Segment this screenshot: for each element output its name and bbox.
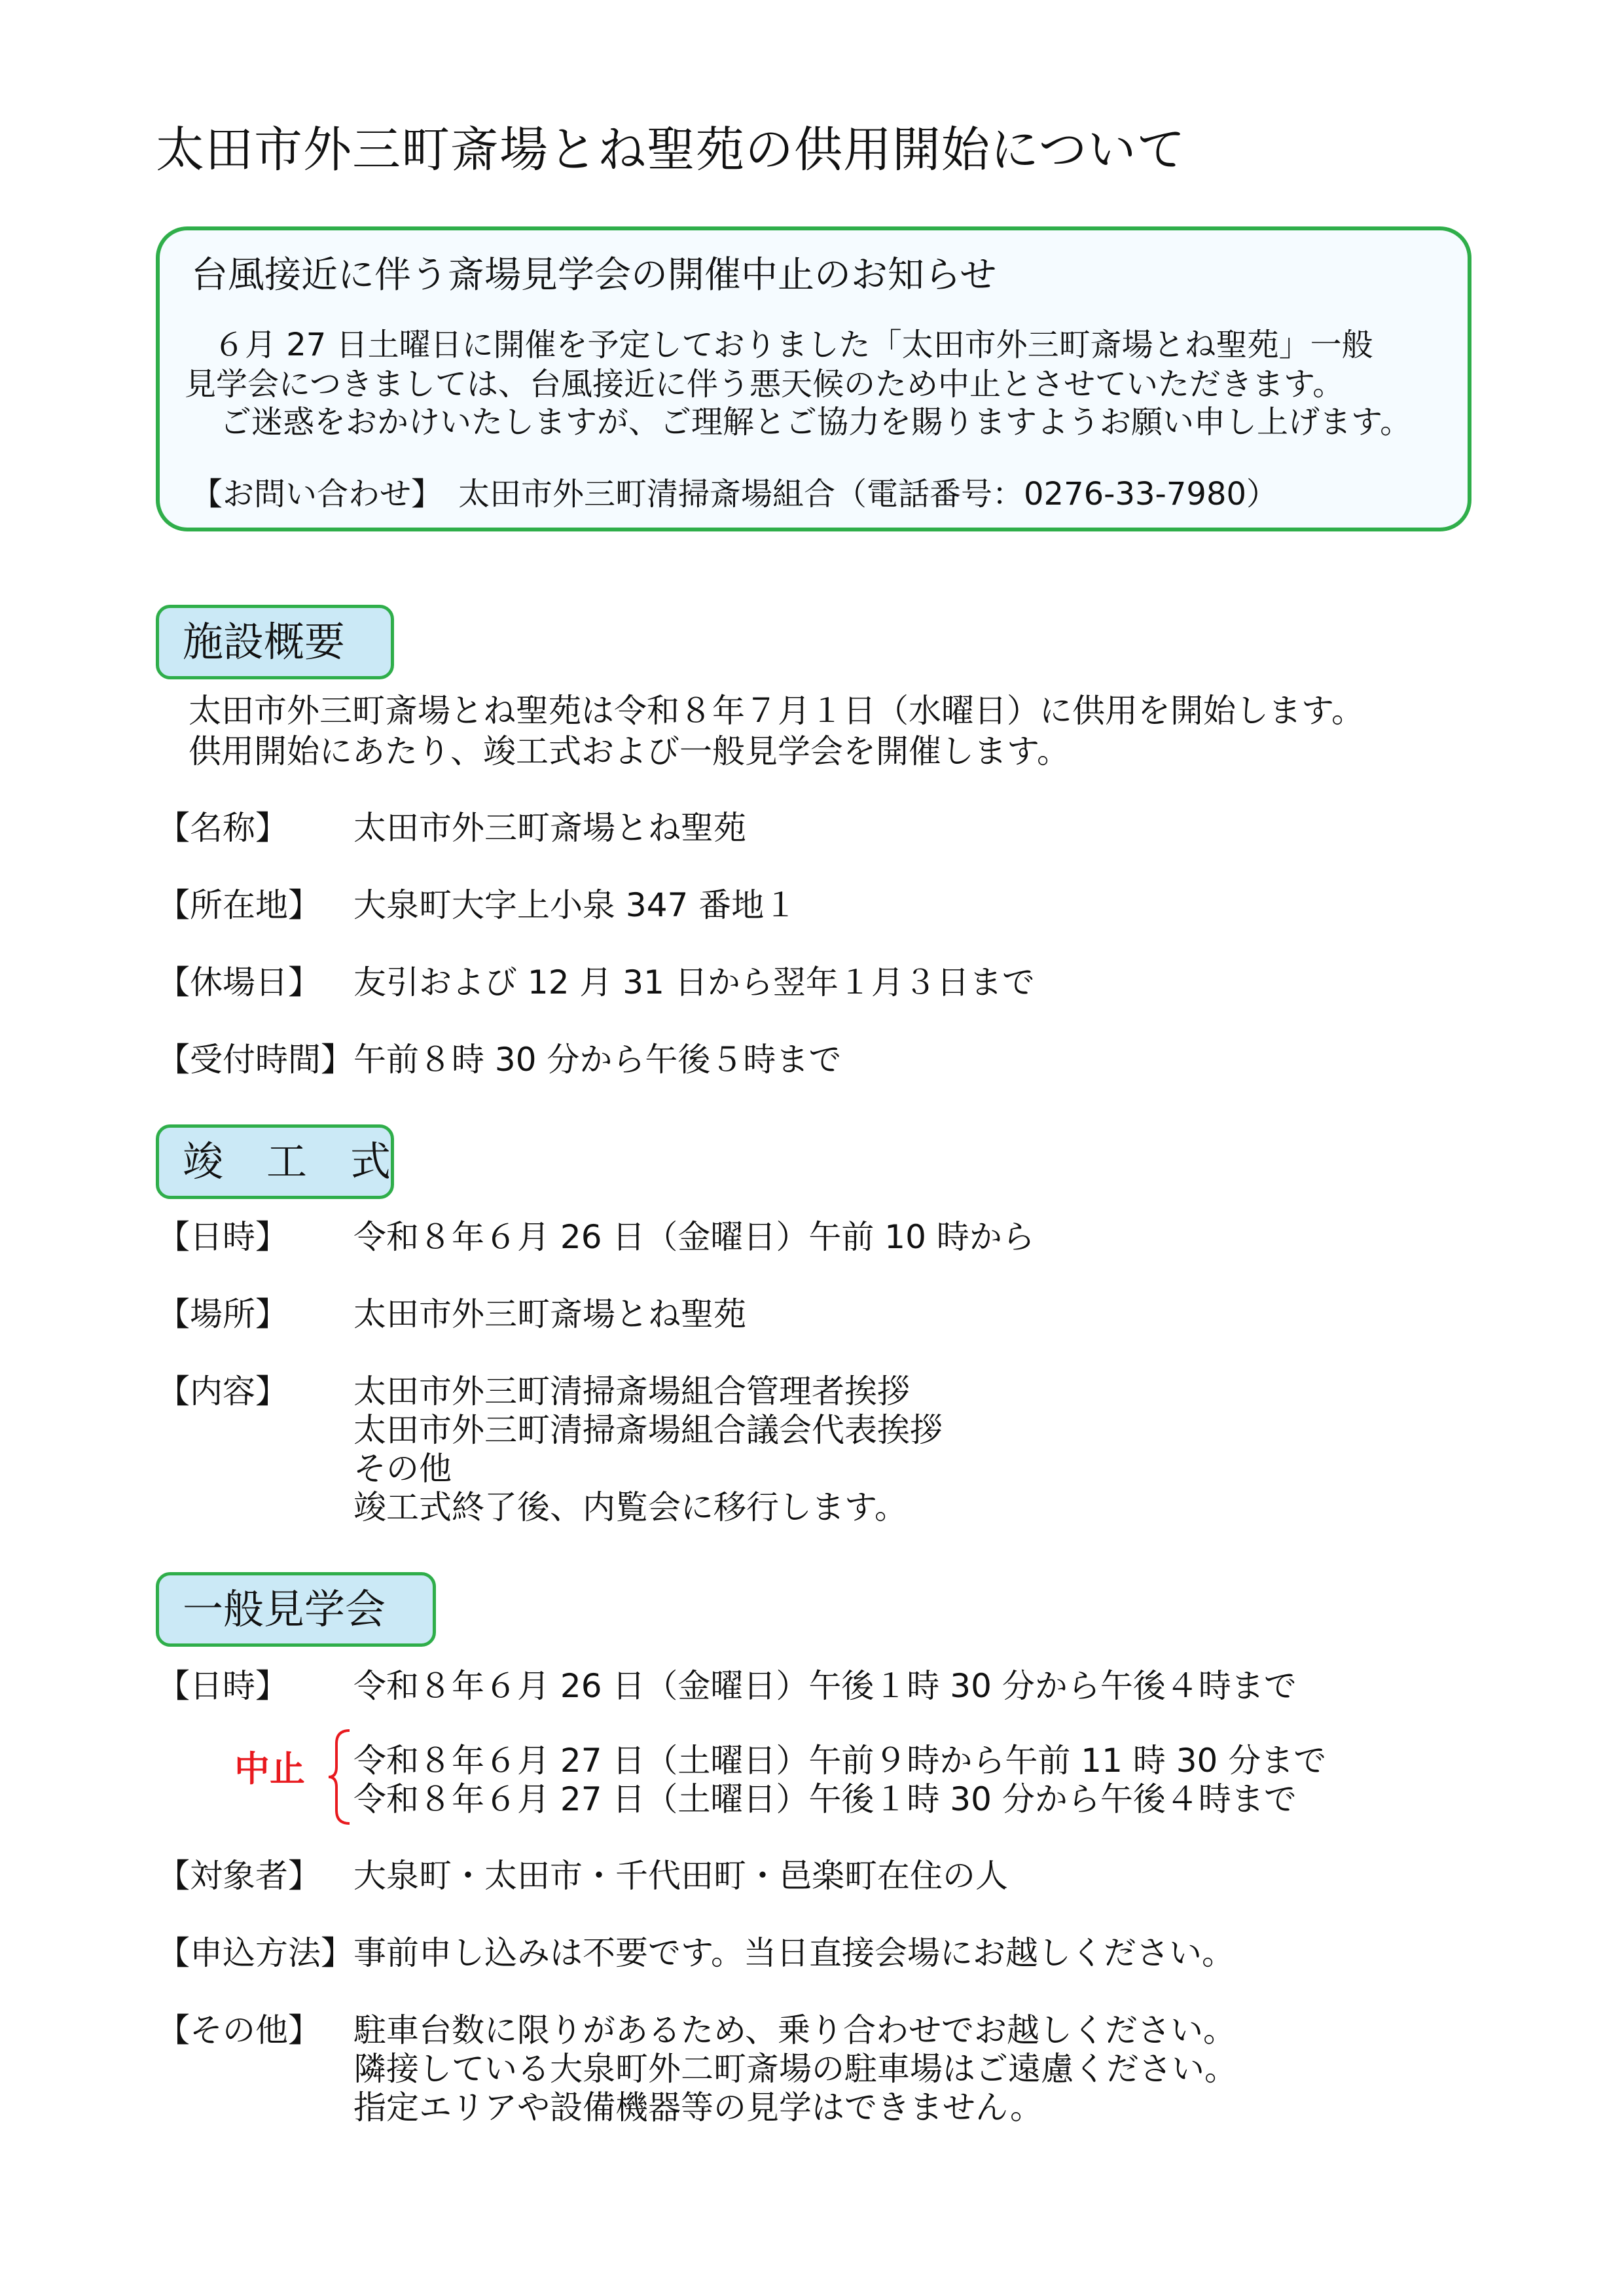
other-label: 【その他】: [157, 2011, 321, 2049]
ceremony-content-1: 太田市外三町清掃斎場組合管理者挨拶: [353, 1372, 910, 1410]
section-label-ceremony: 竣 工 式: [156, 1124, 394, 1199]
target-label: 【対象者】: [157, 1857, 321, 1895]
notice-line-1: ６月 27 日土曜日に開催を予定しておりました「太田市外三町斎場とね聖苑」一般: [213, 327, 1373, 363]
overview-intro-1: 太田市外三町斎場とね聖苑は令和８年７月１日（水曜日）に供用を開始します。: [189, 692, 1364, 730]
cancel-mark: 中止: [234, 1748, 305, 1789]
cancelled-session-2: 令和８年６月 27 日（土曜日）午後１時 30 分から午後４時まで: [353, 1780, 1297, 1818]
ceremony-place-value: 太田市外三町斎場とね聖苑: [353, 1295, 746, 1333]
address-value: 大泉町大字上小泉 347 番地１: [353, 886, 797, 924]
name-label: 【名称】: [157, 809, 288, 847]
closed-days-label: 【休場日】: [157, 963, 321, 1001]
overview-intro-2: 供用開始にあたり、竣工式および一般見学会を開催します。: [189, 732, 1070, 770]
notice-contact: 【お問い合わせ】 太田市外三町清掃斎場組合（電話番号：0276-33-7980）: [191, 476, 1278, 512]
reception-hours-label: 【受付時間】: [157, 1041, 353, 1079]
closed-days-value: 友引および 12 月 31 日から翌年１月３日まで: [353, 963, 1035, 1001]
ceremony-content-4: 竣工式終了後、内覧会に移行します。: [353, 1488, 907, 1526]
target-value: 大泉町・太田市・千代田町・邑楽町在住の人: [353, 1857, 1008, 1895]
notice-line-2: 見学会につきましては、台風接近に伴う悪天候のため中止とさせていただきます。: [185, 366, 1344, 403]
ceremony-place-label: 【場所】: [157, 1295, 288, 1333]
other-note-2: 隣接している大泉町外二町斎場の駐車場はご遠慮ください。: [353, 2050, 1237, 2088]
ceremony-datetime-label: 【日時】: [157, 1218, 288, 1256]
notice-heading: 台風接近に伴う斎場見学会の開催中止のお知らせ: [191, 254, 997, 296]
other-note-1: 駐車台数に限りがあるため、乗り合わせでお越しください。: [353, 2011, 1236, 2049]
reception-hours-value: 午前８時 30 分から午後５時まで: [353, 1041, 842, 1079]
apply-method-label: 【申込方法】: [157, 1934, 353, 1972]
ceremony-content-2: 太田市外三町清掃斎場組合議会代表挨拶: [353, 1411, 943, 1449]
brace-icon: [327, 1728, 353, 1826]
tour-datetime-value: 令和８年６月 26 日（金曜日）午後１時 30 分から午後４時まで: [353, 1667, 1297, 1705]
section-label-overview: 施設概要: [156, 605, 394, 679]
name-value: 太田市外三町斎場とね聖苑: [353, 809, 746, 847]
other-note-3: 指定エリアや設備機器等の見学はできません。: [353, 2089, 1043, 2126]
ceremony-datetime-value: 令和８年６月 26 日（金曜日）午前 10 時から: [353, 1218, 1035, 1256]
tour-datetime-label: 【日時】: [157, 1667, 288, 1705]
ceremony-content-label: 【内容】: [157, 1372, 288, 1410]
notice-line-3: ご迷惑をおかけいたしますが、ご理解とご協力を賜りますようお願い申し上げます。: [220, 404, 1412, 440]
section-label-tour: 一般見学会: [156, 1572, 436, 1647]
apply-method-value: 事前申し込みは不要です。当日直接会場にお越しください。: [353, 1934, 1235, 1972]
cancelled-session-1: 令和８年６月 27 日（土曜日）午前９時から午前 11 時 30 分まで: [353, 1742, 1327, 1780]
address-label: 【所在地】: [157, 886, 321, 924]
ceremony-content-3: その他: [353, 1450, 452, 1488]
page-title: 太田市外三町斎場とね聖苑の供用開始について: [156, 122, 1186, 178]
